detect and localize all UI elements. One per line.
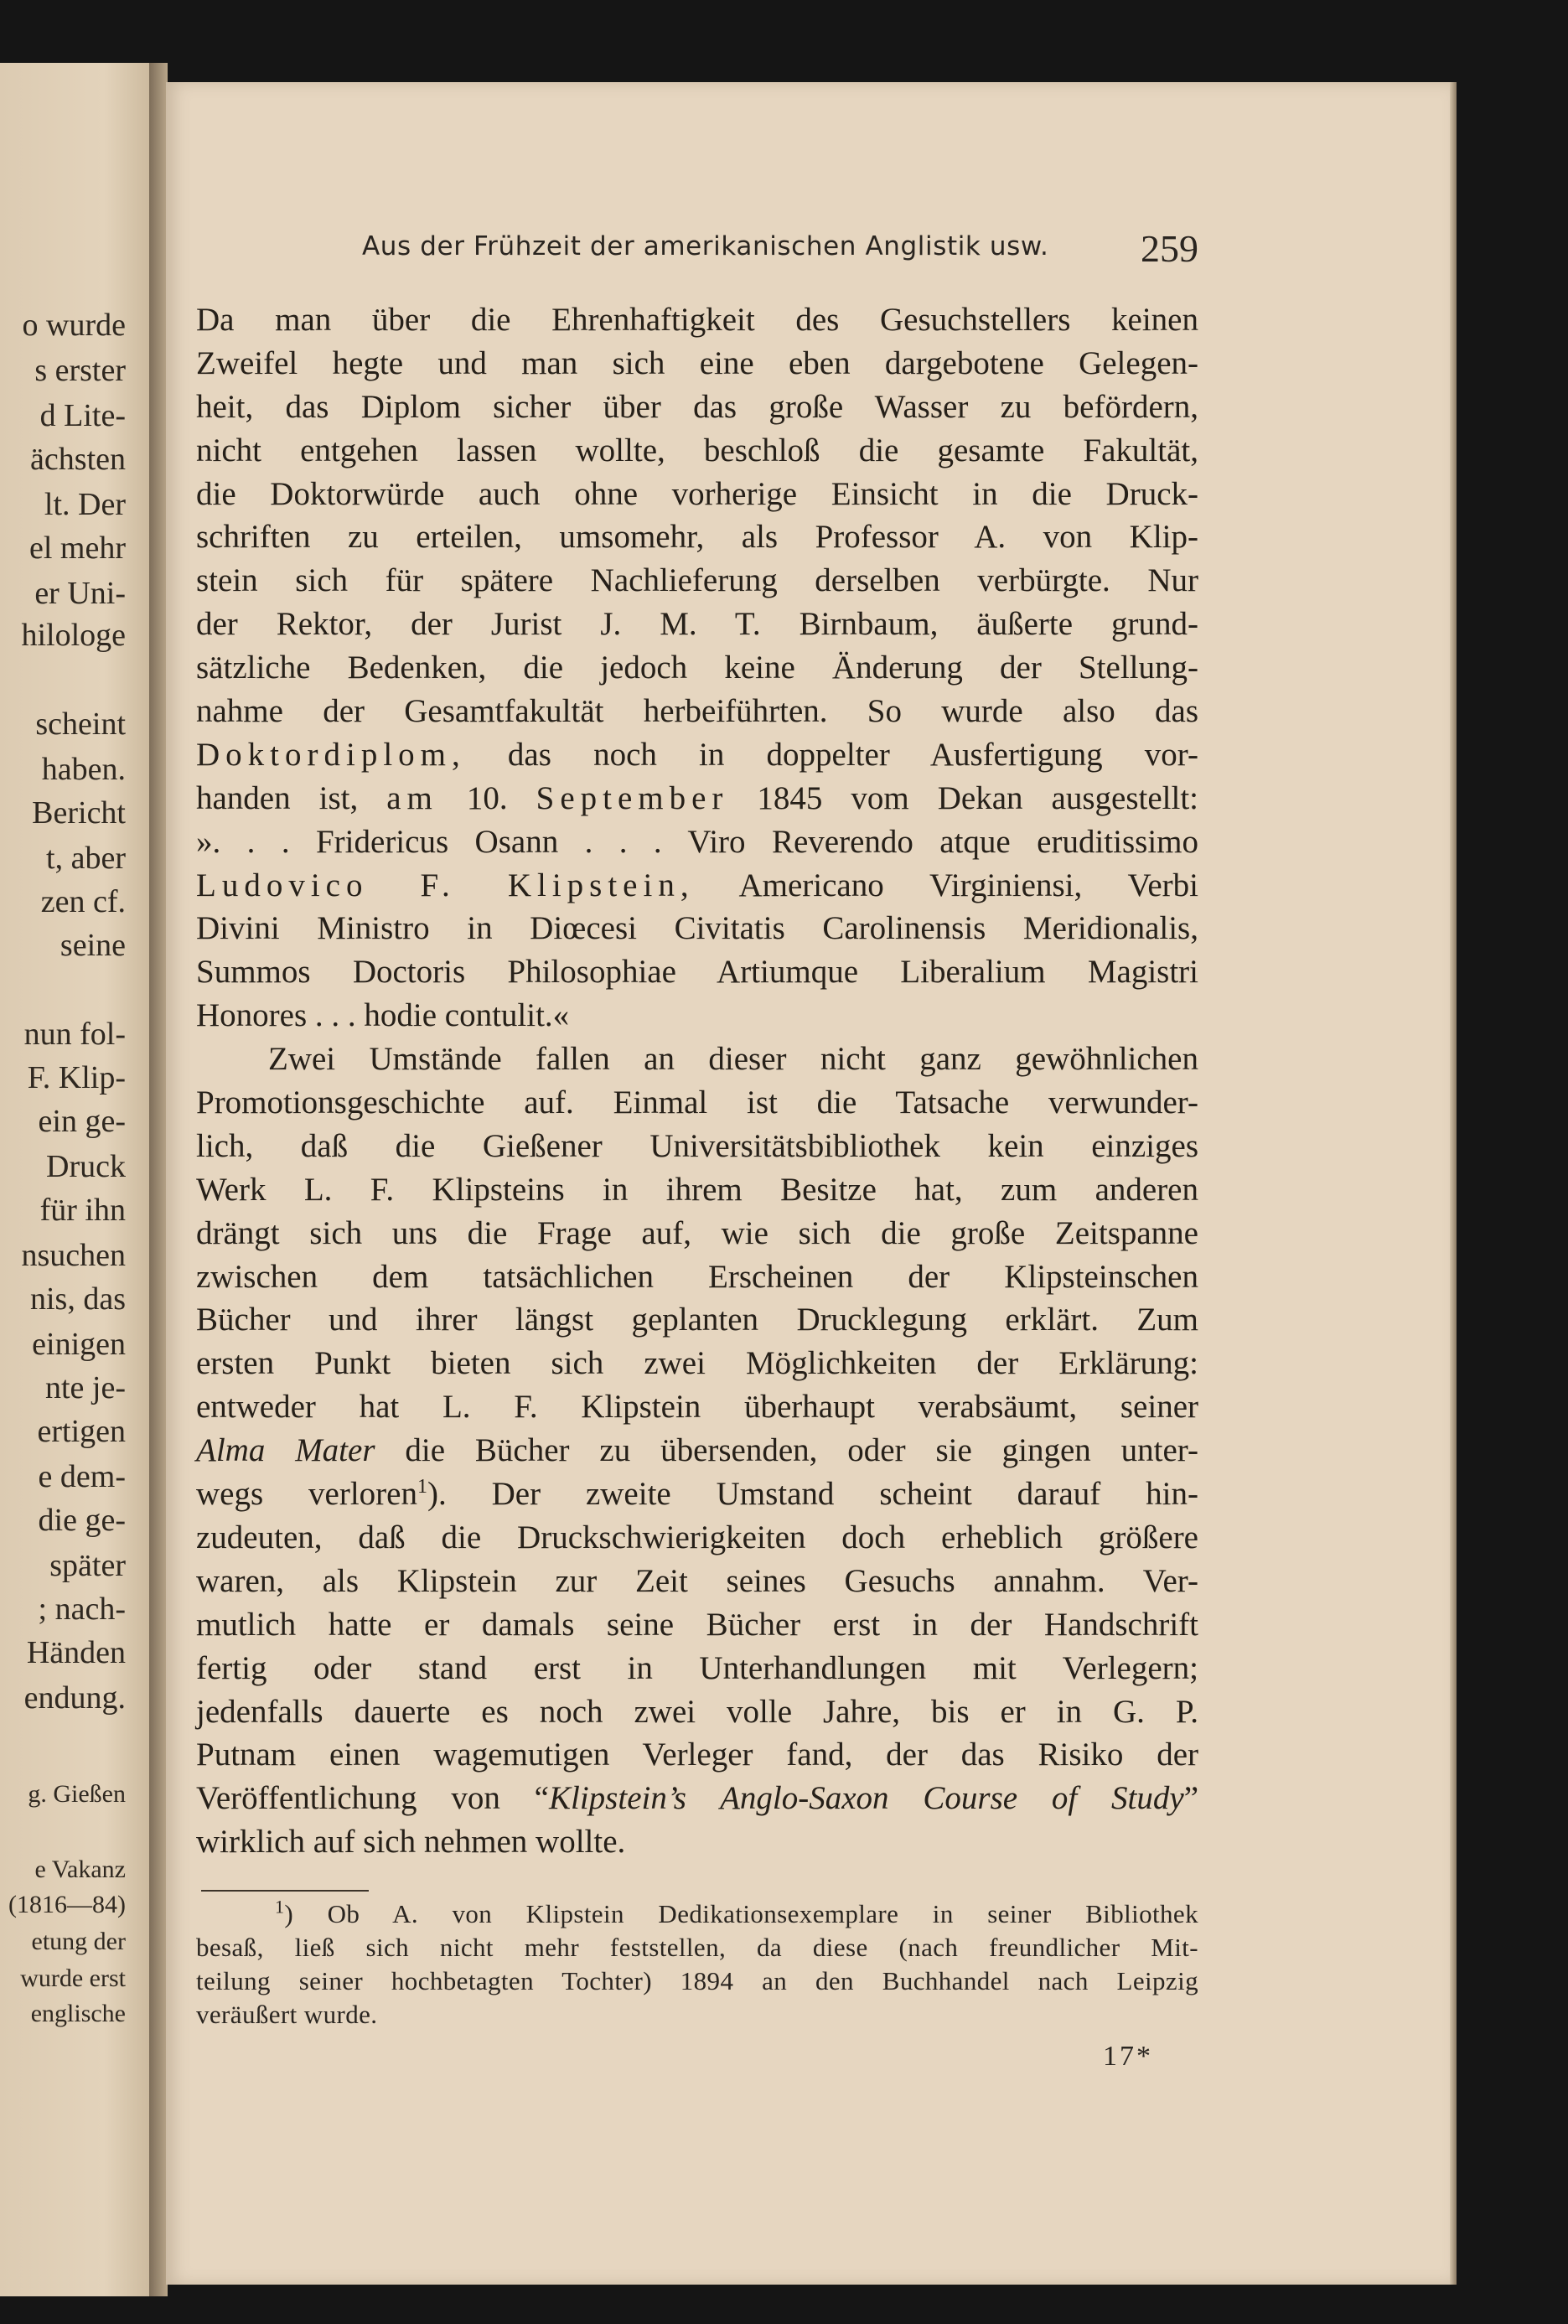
left-page-note-fragment: etung der (31, 1928, 126, 1955)
left-page-fragment: Bericht (32, 795, 126, 831)
left-page-fragment: ; nach- (38, 1592, 126, 1627)
spaced-text: Doktordiplom, (196, 736, 466, 773)
text-line: Ludovico F. Klipstein, Americano Virginiensi, Verbi (196, 867, 1198, 903)
italic-title: Klipstein’s Anglo-Saxon Course of Study (549, 1780, 1184, 1817)
text-line: Werk L. F. Klipsteins in ihrem Besitze hat, zum anderen (196, 1171, 1198, 1208)
text-line: Da man über die Ehrenhaftigkeit des Gesuchstellers keinen (196, 302, 1198, 338)
left-page-fragment: haben. (41, 752, 126, 787)
footnote-line: $^1$) Ob A. von Klipstein Dedikationsexemplare in seiner Bibliothek (275, 1896, 1198, 1928)
text-line: Summos Doctoris Philosophiae Artiumque Liberalium Magistri (196, 954, 1198, 991)
left-page-note-fragment: englische (30, 2000, 126, 2027)
left-page-fragment: t, aber (46, 841, 126, 876)
footnote-line: besaß, ließ sich nicht mehr feststellen, da diese (nach freundlicher Mit- (196, 1933, 1198, 1962)
left-page-fragment: nun fol- (23, 1017, 126, 1052)
text-line: wegs verloren$^1$). Der zweite Umstand scheint darauf hin- (196, 1476, 1198, 1513)
left-page-fragment: nsuchen (21, 1238, 126, 1273)
text-line: entweder hat L. F. Klipstein überhaupt verabsäumt, seiner (196, 1389, 1198, 1426)
text-line: ersten Punkt bieten sich zwei Möglichkeiten der Erklärung: (196, 1345, 1198, 1382)
left-page-fragment: ertigen (37, 1414, 126, 1449)
footnote-reference: 1 (417, 1476, 427, 1498)
text-line: nicht entgehen lassen wollte, beschloß die gesamte Fakultät, (196, 432, 1198, 468)
text-line: mutlich hatte er damals seine Bücher erst in der Handschrift (196, 1606, 1198, 1643)
left-page-fragment: ächsten (30, 442, 126, 477)
text-line: zudeuten, daß die Druckschwierigkeiten doch erheblich größere (196, 1519, 1198, 1555)
text-line: schriften zu erteilen, umsomehr, als Professor A. von Klip- (196, 519, 1198, 556)
text-line: nahme der Gesamtfakultät herbeiführten. So wurde also das (196, 693, 1198, 730)
page-number: 259 (1141, 227, 1198, 270)
text-line: Putnam einen wagemutigen Verleger fand, der das Risiko der (196, 1737, 1198, 1773)
footnote (196, 1897, 1198, 2032)
left-page-fragment: nte je- (44, 1370, 126, 1405)
left-page-fragment: endung. (23, 1680, 126, 1716)
body-text (196, 298, 1198, 1864)
left-page-fragment: d Lite- (39, 398, 126, 433)
text-line: Zweifel hegte und man sich eine eben dargebotene Gelegen- (196, 344, 1198, 381)
text-line: Doktordiplom, das noch in doppelter Ausfertigung vor- (196, 736, 1198, 773)
italic-title: Alma Mater (196, 1432, 375, 1469)
left-page-fragment: einigen (32, 1327, 126, 1362)
left-page-fragment: lt. Der (44, 487, 126, 522)
text-line: lich, daß die Gießener Universitätsbibliothek kein einziges (196, 1127, 1198, 1164)
footnote-divider (201, 1890, 369, 1892)
text-line: wirklich auf sich nehmen wollte. (196, 1824, 626, 1861)
text-line: jedenfalls dauerte es noch zwei volle Jahre, bis er in G. P. (196, 1693, 1198, 1730)
footnote-line: teilung seiner hochbetagten Tochter) 1894 an den Buchhandel nach Leipzig (196, 1966, 1198, 1995)
spaced-text: September (536, 779, 729, 816)
left-page-fragment: die ge- (38, 1503, 126, 1538)
text-line: drängt sich uns die Frage auf, wie sich die große Zeitspanne (196, 1214, 1198, 1251)
left-page-fragment: er Uni- (34, 576, 126, 611)
page-edge-shadow (1450, 82, 1457, 2285)
left-page-fragment: o wurde (22, 308, 126, 343)
left-page-fragment: scheint (35, 707, 126, 742)
text-line: Alma Mater die Bücher zu übersenden, oder sie gingen unter- (196, 1432, 1198, 1469)
text-line: Promotionsgeschichte auf. Einmal ist die Tatsache verwunder- (196, 1084, 1198, 1121)
text-line: sätzliche Bedenken, die jedoch keine Änderung der Stellung- (196, 650, 1198, 686)
left-page-note-fragment: g. Gießen (28, 1780, 126, 1808)
left-page-fragment: F. Klip- (27, 1060, 126, 1095)
left-page-fragment: s erster (34, 353, 126, 388)
left-page-note-fragment: (1816—84) (8, 1891, 126, 1918)
text-line: fertig oder stand erst in Unterhandlungen mit Verlegern; (196, 1649, 1198, 1686)
running-head: Aus der Frühzeit der amerikanischen Anglistik usw. (362, 231, 1049, 261)
footnote-mark: 1 (275, 1896, 285, 1918)
footnote-line: veräußert wurde. (196, 2000, 378, 2029)
text-line: handen ist, am 10. September 1845 vom Dekan ausgestellt: (196, 779, 1198, 816)
left-page-fragment: nis, das (30, 1281, 126, 1317)
text-line: heit, das Diplom sicher über das große Wasser zu befördern, (196, 388, 1198, 425)
left-page-note-fragment: e Vakanz (34, 1856, 126, 1883)
left-page-fragment: e dem- (38, 1459, 126, 1494)
text-line: die Doktorwürde auch ohne vorherige Einsicht in die Druck- (196, 475, 1198, 512)
left-page-fragment: el mehr (28, 531, 126, 566)
text-line: zwischen dem tatsächlichen Erscheinen der Klipsteinschen (196, 1258, 1198, 1295)
book-gutter (149, 63, 168, 2296)
spaced-text: am (386, 779, 438, 816)
text-line: Divini Ministro in Diœcesi Civitatis Carolinensis Meridionalis, (196, 910, 1198, 947)
left-page-fragment: Druck (46, 1149, 126, 1184)
left-page-fragment: ein ge- (38, 1104, 126, 1139)
left-page-fragment: Händen (26, 1635, 126, 1670)
left-page-fragment: zen cf. (40, 884, 126, 919)
previous-page-edge (0, 63, 149, 2296)
left-page-fragment: später (49, 1548, 126, 1583)
text-line: ». . . Fridericus Osann . . . Viro Reverendo atque eruditissimo (196, 823, 1198, 860)
left-page-note-fragment: wurde erst (20, 1964, 126, 1992)
text-line: der Rektor, der Jurist J. M. T. Birnbaum, äußerte grund- (196, 606, 1198, 643)
text-line: stein sich für spätere Nachlieferung derselben verbürgte. Nur (196, 562, 1198, 599)
text-line: Bücher und ihrer längst geplanten Drucklegung erklärt. Zum (196, 1302, 1198, 1338)
text-line: waren, als Klipstein zur Zeit seines Gesuchs annahm. Ver- (196, 1562, 1198, 1599)
text-line: Honores . . . hodie contulit.« (196, 997, 570, 1034)
spaced-text: Ludovico F. Klipstein, (196, 867, 695, 903)
left-page-fragment: hilologe (21, 618, 126, 653)
text-line: Veröffentlichung von “Klipstein’s Anglo-Saxon Course of Study” (196, 1780, 1198, 1817)
signature-mark: 17* (1103, 2041, 1153, 2072)
left-page-fragment: für ihn (39, 1193, 126, 1228)
text-line: Zwei Umstände fallen an dieser nicht ganz gewöhnlichen (268, 1041, 1198, 1078)
left-page-fragment: seine (60, 928, 126, 963)
